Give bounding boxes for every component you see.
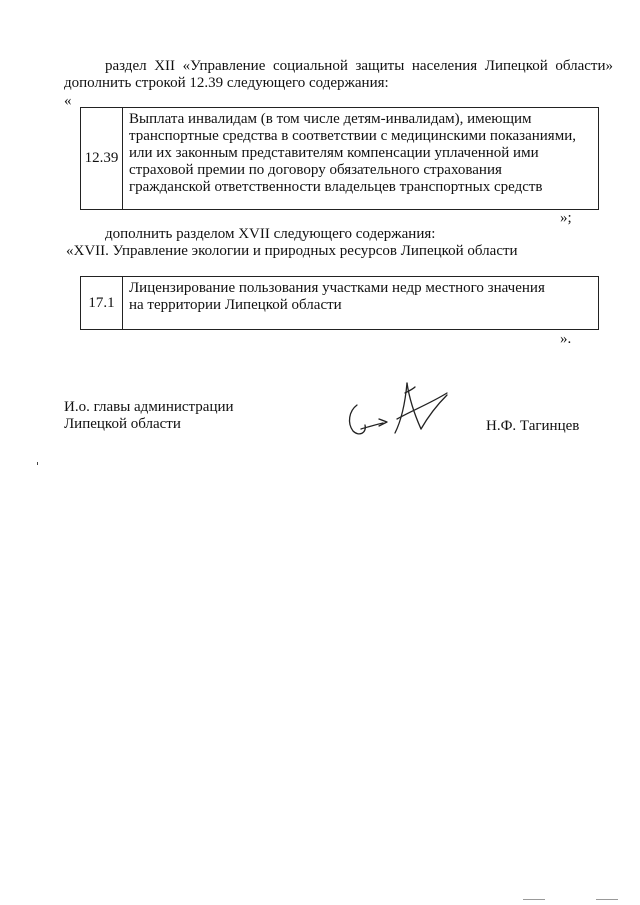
signatory-position-line2: Липецкой области <box>64 416 181 432</box>
row-text-line: Выплата инвалидам (в том числе детям-инвалидам), имеющим <box>129 111 532 127</box>
row-number: 12.39 <box>81 108 123 209</box>
row-text <box>123 277 598 329</box>
amendment-xvii-intro-line2: «XVII. Управление экологии и природных ресурсов Липецкой области <box>66 243 518 259</box>
row-text <box>123 108 598 209</box>
table-row-17-1 <box>80 276 599 330</box>
scan-speck <box>523 899 545 900</box>
row-number: 17.1 <box>81 277 123 329</box>
row-text-line: транспортные средства в соответствии с медицинскими показаниями, <box>129 128 576 144</box>
row-text-line: Лицензирование пользования участками недр местного значения <box>129 280 545 296</box>
close-quote-xii: »; <box>560 210 572 226</box>
amendment-xii-intro-line1: раздел XII «Управление социальной защиты населения Липецкой области» <box>105 58 613 74</box>
scan-speck <box>596 899 618 900</box>
row-text-line: или их законным представителям компенсации уплаченной ими <box>129 145 539 161</box>
row-text-line: гражданской ответственности владельцев транспортных средств <box>129 179 543 195</box>
row-text-line: страховой премии по договору обязательного страхования <box>129 162 502 178</box>
scan-speck <box>37 462 38 465</box>
close-quote-xvii: ». <box>560 331 572 347</box>
open-quote: « <box>64 93 72 109</box>
signatory-position-line1: И.о. главы администрации <box>64 399 234 415</box>
signatory-name: Н.Ф. Тагинцев <box>486 418 580 434</box>
amendment-xii-intro-line2: дополнить строкой 12.39 следующего содержания: <box>64 75 389 91</box>
amendment-xvii-intro-line1: дополнить разделом XVII следующего содержания: <box>105 226 436 242</box>
row-text-line: на территории Липецкой области <box>129 297 342 313</box>
handwritten-signature <box>335 375 455 445</box>
table-row-12-39 <box>80 107 599 210</box>
